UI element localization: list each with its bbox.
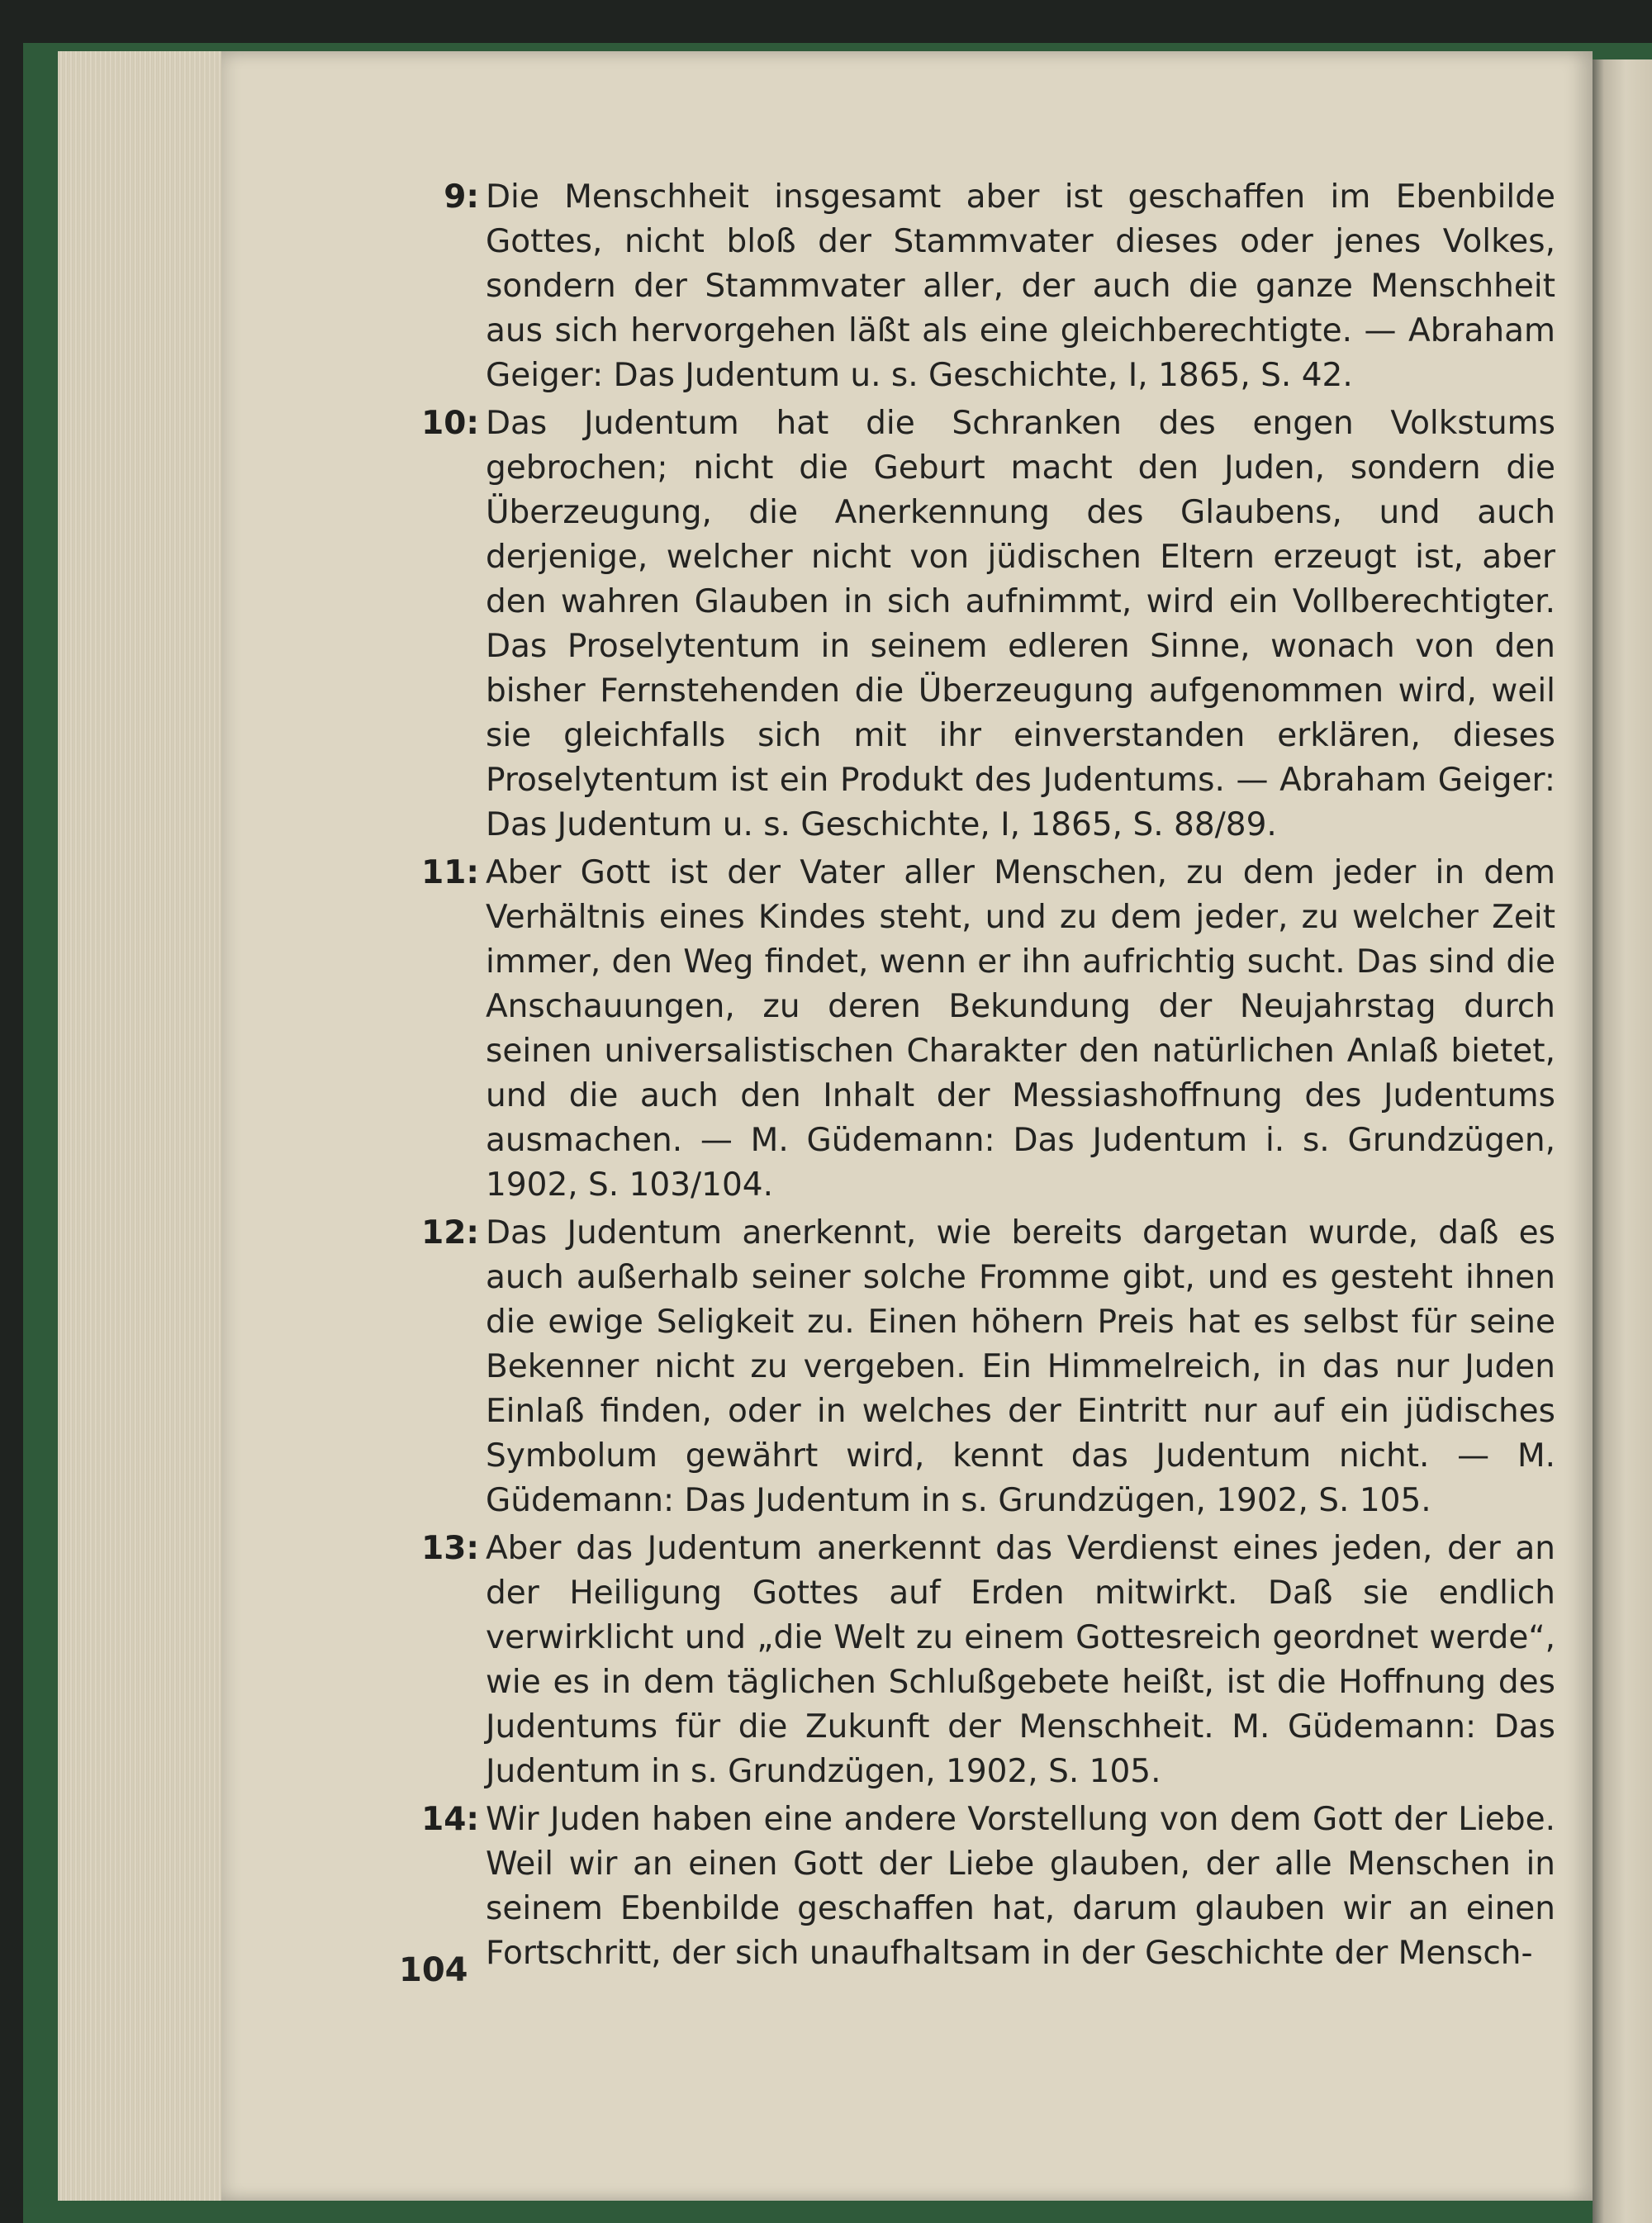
entry-number: 12: (421, 1214, 479, 1252)
entry-number: 9: (444, 178, 479, 216)
entry-14 (403, 1798, 1555, 1976)
entry-text: Das Judentum hat die Schranken des engen Volkstums gebrochen; nicht die Geburt macht den Juden, sondern die Überzeugung, die Anerkennung des Glaubens, und auch derjenige, welcher nicht von jüdischen Eltern erzeugt ist, aber den wahren Glauben in sich aufnimmt, wird ein Vollberechtigter. Das Proselytentum in seinem edleren Sinne, wonach von den bisher Fernstehenden die Überzeugung aufgenommen wird, weil sie gleichfalls sich mit ihr einverstanden erklären, dieses Proselytentum ist ein Produkt des Judentums. — Abraham Geiger: Das Judentum u. s. Geschichte, I, 1865, S. 88/89. (486, 405, 1555, 843)
entry-10 (403, 401, 1555, 848)
page-number: 104 (399, 1951, 468, 1989)
entry-number: 14: (421, 1801, 479, 1838)
entry-9 (403, 175, 1555, 398)
entry-13 (403, 1527, 1555, 1794)
entry-text: Wir Juden haben eine andere Vorstellung von dem Gott der Liebe. Weil wir an einen Gott der Liebe glauben, der alle Menschen in seinem Ebenbilde geschaffen hat, darum glauben wir an einen Fortschritt, der sich unaufhaltsam in der Geschichte der Mensch- (486, 1801, 1555, 1972)
entry-text: Aber das Judentum anerkennt das Verdienst eines jeden, der an der Heiligung Gottes auf Erden mitwirkt. Daß sie endlich verwirklicht und „die Welt zu einem Gottesreich geordnet werde“, wie es in dem täglichen Schlußgebete heißt, ist die Hoffnung des Judentums für die Zukunft der Menschheit. M. Güdemann: Das Judentum in s. Grundzügen, 1902, S. 105. (486, 1530, 1555, 1790)
entry-text: Aber Gott ist der Vater aller Menschen, zu dem jeder in dem Verhältnis eines Kindes steht, und zu dem jeder, zu welcher Zeit immer, den Weg findet, wenn er ihn aufrichtig sucht. Das sind die Anschauungen, zu deren Bekundung der Neujahrstag durch seinen universalistischen Charakter den natürlichen Anlaß bietet, und die auch den Inhalt der Messiashoffnung des Judentums ausmachen. — M. Güdemann: Das Judentum i. s. Grundzügen, 1902, S. 103/104. (486, 854, 1555, 1204)
entry-text: Die Menschheit insgesamt aber ist geschaffen im Ebenbilde Gottes, nicht bloß der Stammvater dieses oder jenes Volkes, sondern der Stammvater aller, der auch die ganze Menschheit aus sich hervorgehen läßt als eine gleichberechtigte. — Abraham Geiger: Das Judentum u. s. Geschichte, I, 1865, S. 42. (486, 178, 1555, 394)
facing-page-edge (1593, 59, 1652, 2223)
page-body (403, 175, 1555, 1979)
entry-text: Das Judentum anerkennt, wie bereits dargetan wurde, daß es auch außerhalb seiner solche Fromme gibt, und es gesteht ihnen die ewige Seligkeit zu. Einen höhern Preis hat es selbst für seine Bekenner nicht zu vergeben. Ein Himmelreich, in das nur Juden Einlaß finden, oder in welches der Eintritt nur auf ein jüdisches Symbolum gewährt wird, kennt das Judentum nicht. — M. Güdemann: Das Judentum in s. Grundzügen, 1902, S. 105. (486, 1214, 1555, 1519)
entry-11 (403, 851, 1555, 1208)
entry-number: 13: (421, 1530, 479, 1567)
book-page (221, 51, 1593, 2201)
page-stack-edges (58, 51, 227, 2201)
entry-number: 10: (421, 405, 479, 442)
entry-12 (403, 1211, 1555, 1523)
entry-number: 11: (421, 854, 479, 891)
